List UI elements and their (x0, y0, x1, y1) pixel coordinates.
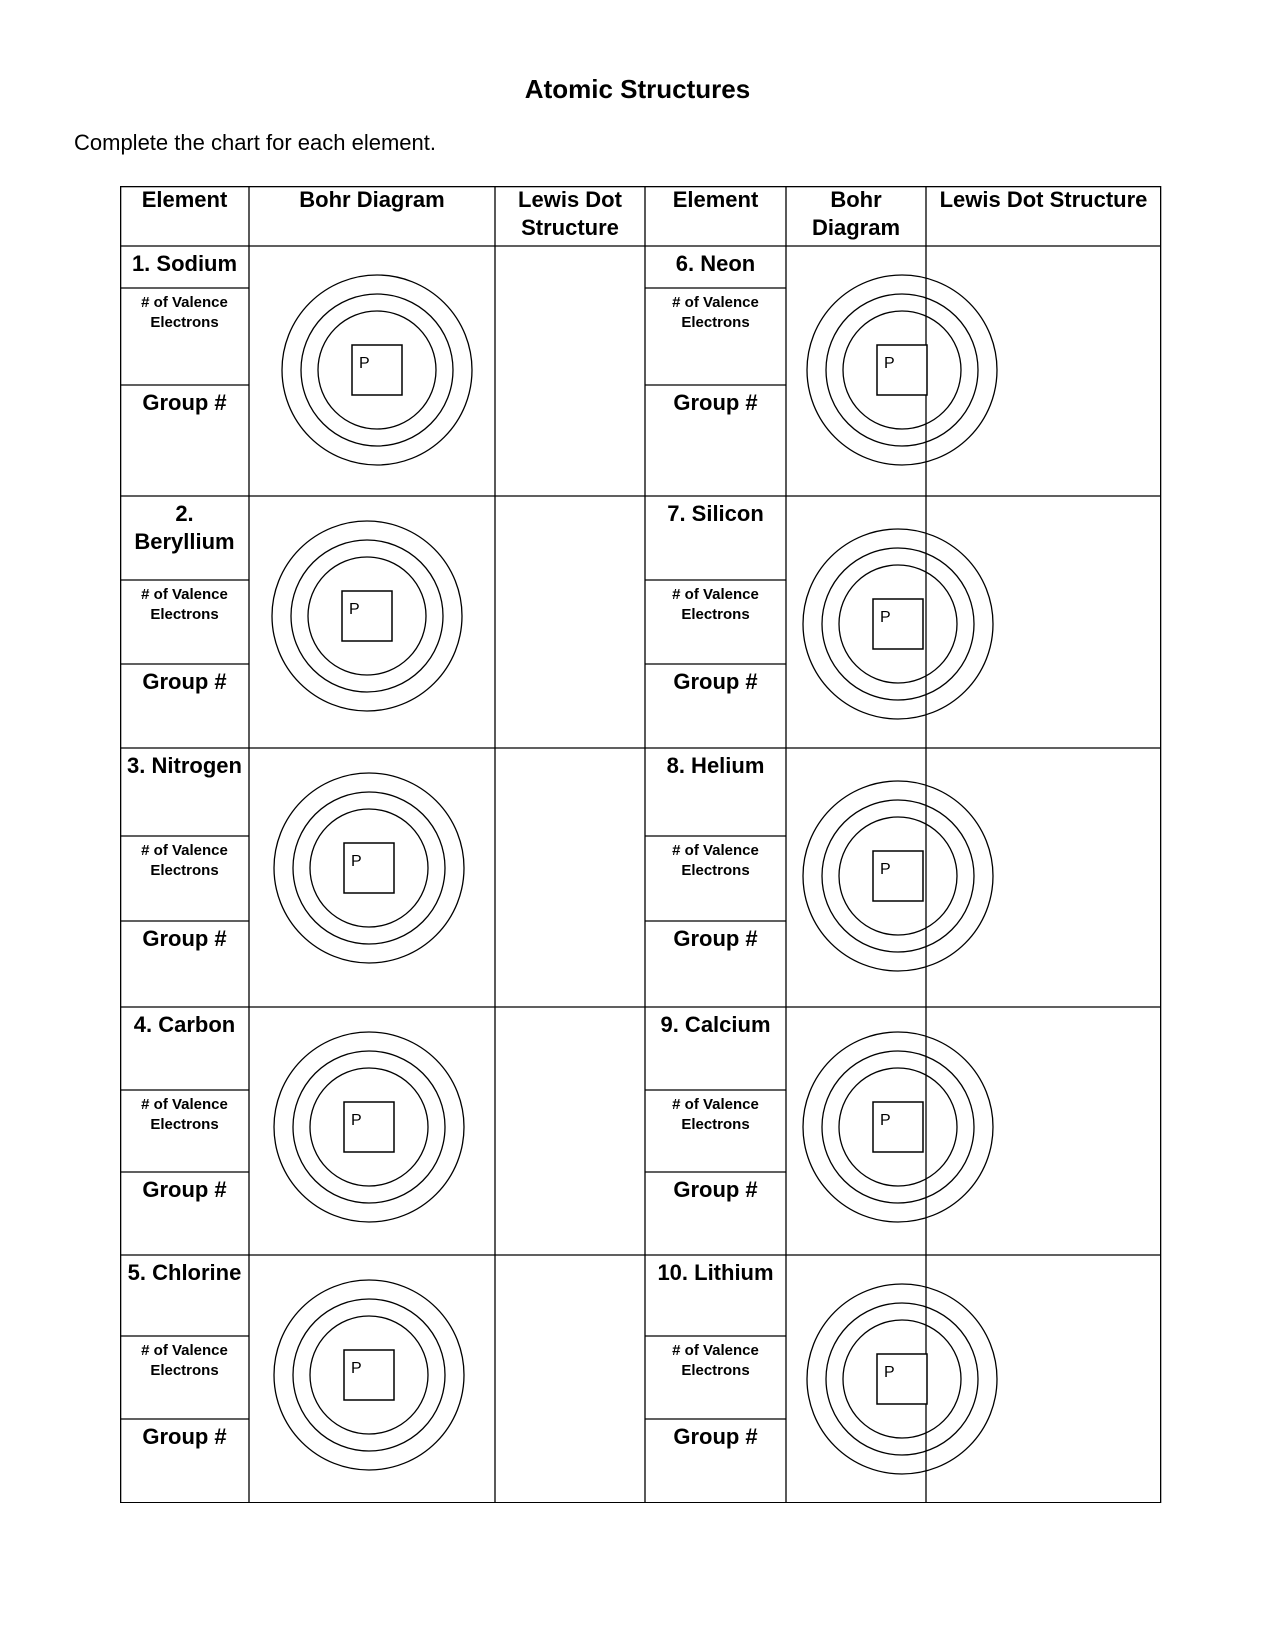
element-name: 7. Silicon (667, 501, 764, 526)
valence-electrons-label: # of Valence (141, 842, 228, 859)
valence-electrons-label: # of Valence (672, 842, 759, 859)
nucleus-label: P (880, 1112, 891, 1129)
bohr-diagram (803, 529, 993, 719)
header-element: Element (672, 187, 759, 212)
nucleus-label: P (880, 861, 891, 878)
valence-electrons-label: Electrons (150, 314, 219, 331)
element-name: 10. Lithium (657, 1260, 774, 1285)
group-number-label: Group # (673, 1177, 758, 1202)
group-number-label: Group # (142, 1424, 227, 1449)
valence-electrons-label: Electrons (681, 314, 750, 331)
valence-electrons-label: # of Valence (672, 294, 759, 311)
group-number-label: Group # (142, 1177, 227, 1202)
nucleus-label: P (349, 601, 360, 618)
valence-electrons-label: # of Valence (672, 586, 759, 603)
group-number-label: Group # (142, 669, 227, 694)
valence-electrons-label: Electrons (681, 1116, 750, 1133)
bohr-diagram (807, 1284, 997, 1474)
valence-electrons-label: Electrons (150, 606, 219, 623)
group-number-label: Group # (673, 669, 758, 694)
element-name: 8. Helium (666, 753, 765, 778)
bohr-diagram (274, 773, 464, 963)
valence-electrons-label: Electrons (150, 1362, 219, 1379)
nucleus-label: P (884, 355, 895, 372)
group-number-label: Group # (142, 926, 227, 951)
group-number-label: Group # (673, 390, 758, 415)
element-name: 4. Carbon (133, 1012, 236, 1037)
element-name: 9. Calcium (660, 1012, 771, 1037)
bohr-diagram (282, 275, 472, 465)
valence-electrons-label: Electrons (150, 862, 219, 879)
table-grid (120, 186, 1165, 1503)
valence-electrons-label: Electrons (681, 1362, 750, 1379)
bohr-diagram (274, 1280, 464, 1470)
bohr-diagram (803, 781, 993, 971)
group-number-label: Group # (673, 926, 758, 951)
element-name: 6. Neon (675, 251, 756, 276)
valence-electrons-label: Electrons (150, 1116, 219, 1133)
element-name: 1. Sodium (131, 251, 238, 276)
valence-electrons-label: # of Valence (141, 586, 228, 603)
header-bohr-diagram: Bohr Diagram (811, 187, 901, 240)
atomic-structures-table (120, 186, 1165, 1503)
valence-electrons-label: # of Valence (141, 1342, 228, 1359)
nucleus-label: P (880, 609, 891, 626)
group-number-label: Group # (673, 1424, 758, 1449)
nucleus-label: P (351, 853, 362, 870)
bohr-diagram (274, 1032, 464, 1222)
valence-electrons-label: # of Valence (672, 1342, 759, 1359)
bohr-diagram (803, 1032, 993, 1222)
nucleus-label: P (884, 1364, 895, 1381)
nucleus-label: P (351, 1360, 362, 1377)
instructions-text: Complete the chart for each element. (74, 130, 436, 155)
page-title: Atomic Structures (524, 74, 751, 104)
nucleus-label: P (351, 1112, 362, 1129)
element-name: 3. Nitrogen (127, 753, 242, 778)
bohr-diagram (272, 521, 462, 711)
nucleus-label: P (359, 355, 370, 372)
header-bohr-diagram: Bohr Diagram (299, 187, 445, 212)
group-number-label: Group # (142, 390, 227, 415)
bohr-diagram (807, 275, 997, 465)
element-name: 2. Beryllium (134, 501, 235, 554)
header-lewis-dot: Lewis Dot Structure (939, 187, 1148, 212)
valence-electrons-label: # of Valence (141, 294, 228, 311)
valence-electrons-label: # of Valence (672, 1096, 759, 1113)
element-name: 5. Chlorine (127, 1260, 242, 1285)
header-lewis-dot: Lewis Dot Structure (518, 187, 622, 240)
header-element: Element (141, 187, 228, 212)
valence-electrons-label: # of Valence (141, 1096, 228, 1113)
valence-electrons-label: Electrons (681, 862, 750, 879)
valence-electrons-label: Electrons (681, 606, 750, 623)
